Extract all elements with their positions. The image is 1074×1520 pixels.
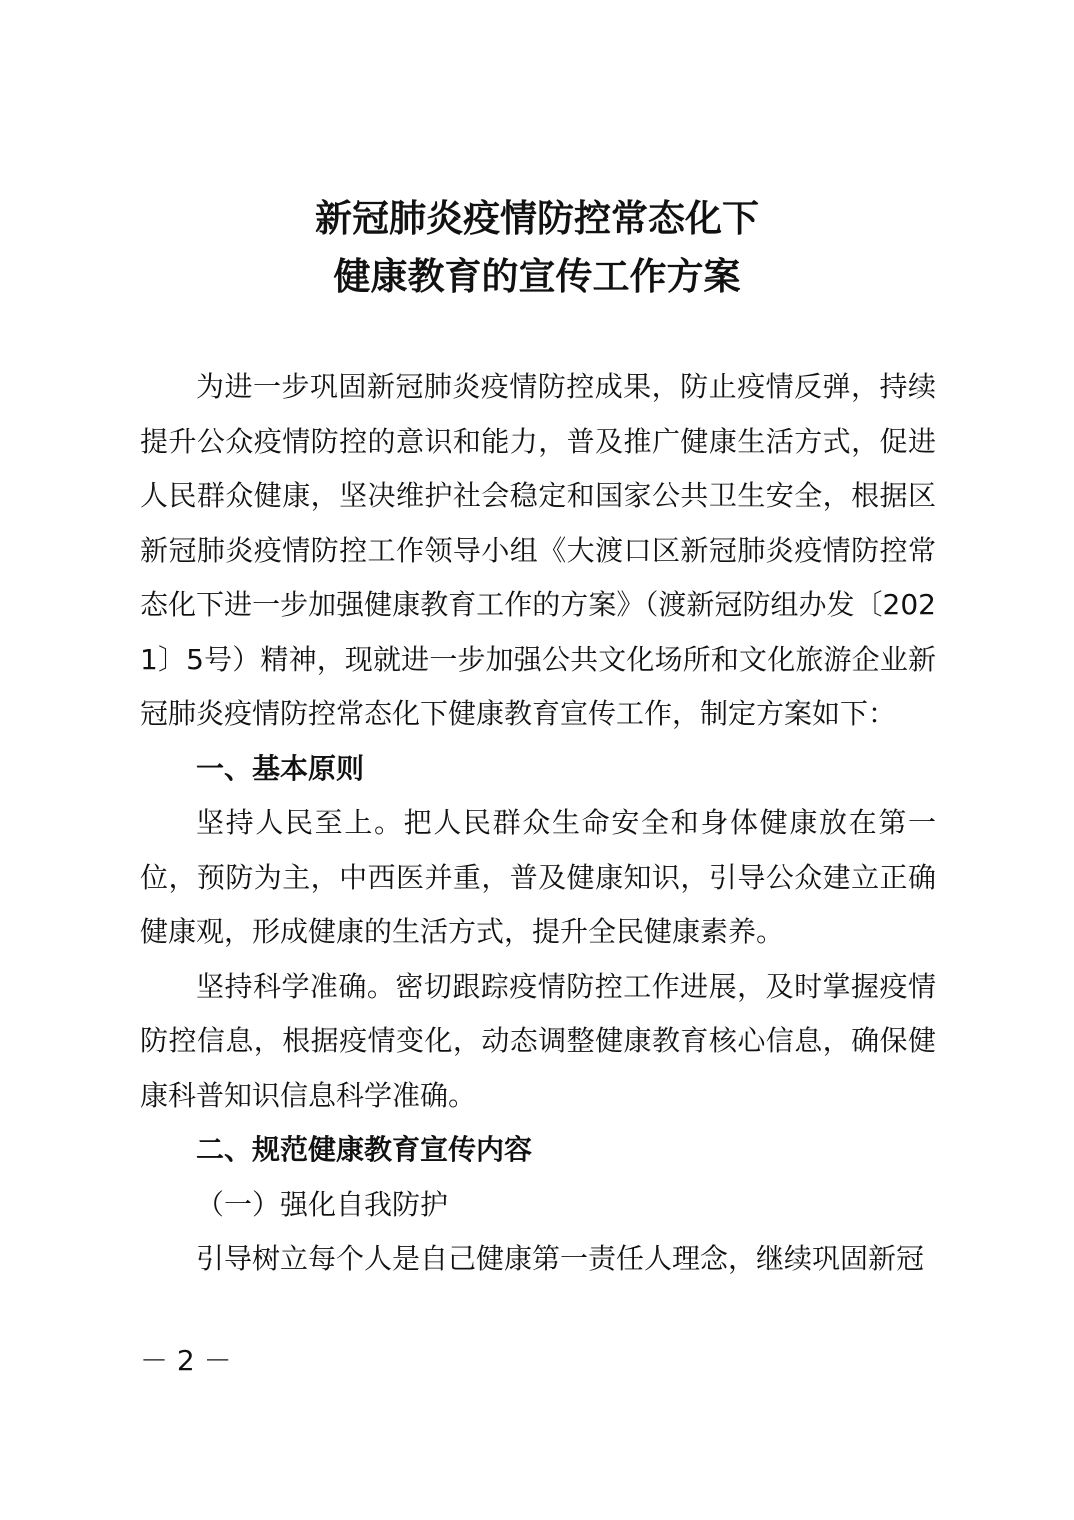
section-1-heading: 一、基本原则 — [196, 751, 365, 785]
document-title-line-1: 新冠肺炎疫情防控常态化下 — [315, 196, 759, 240]
section-2-subheading-1: （一）强化自我防护 — [196, 1187, 449, 1221]
section-1-paragraph-1: 坚持人民至上。把人民群众生命安全和身体健康放在第一位，预防为主，中西医并重，普及健康知识，引导公众建立正确健康观，形成健康的生活方式，提升全民健康素养。 — [140, 806, 936, 948]
page-number: － 2 － — [140, 1344, 232, 1377]
document-body — [140, 360, 936, 1287]
section-1-paragraph-2: 坚持科学准确。密切跟踪疫情防控工作进展，及时掌握疫情防控信息，根据疫情变化，动态调整健康教育核心信息，确保健康科普知识信息科学准确。 — [140, 969, 936, 1112]
document-title-line-2: 健康教育的宣传工作方案 — [333, 254, 741, 298]
section-2-subheading-1-paragraph: 引导树立每个人是自己健康第一责任人理念，继续巩固新冠 — [196, 1242, 925, 1275]
section-2-heading: 二、规范健康教育宣传内容 — [196, 1133, 533, 1166]
intro-paragraph: 为进一步巩固新冠肺炎疫情防控成果，防止疫情反弹，持续提升公众疫情防控的意识和能力，普及推广健康生活方式，促进人民群众健康，坚决维护社会稳定和国家公共卫生安全，根据区新冠肺炎疫情防控工作领导小组《大渡口区新冠肺炎疫情防控常态化下进一步加强健康教育工作的方案》（渡新冠防组办发〔2021〕5号）精神，现就进一步加强公共文化场所和文化旅游企业新冠肺炎疫情防控常态化下健康教育宣传工作，制定方案如下： — [140, 370, 936, 730]
